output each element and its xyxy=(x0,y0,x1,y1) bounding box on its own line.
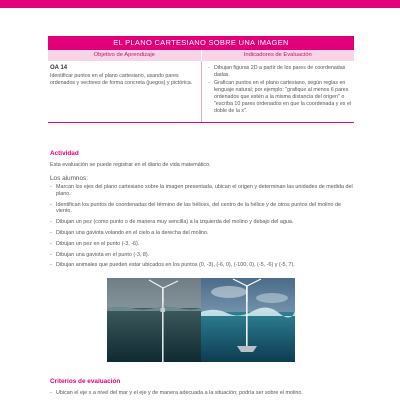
criteria-title: Criterios de evaluación xyxy=(50,378,121,385)
turbine-image-left xyxy=(107,278,201,362)
wind-turbine-images xyxy=(107,278,295,362)
col-header-indicators: Indicadores de Evaluación xyxy=(201,50,355,61)
evaluation-header-table xyxy=(48,36,354,123)
list-item: - Dibujan un pez en el punto (-3, -6). xyxy=(50,241,355,248)
col-header-objective: Objetivo de Aprendizaje xyxy=(48,50,201,61)
turbine-image-right xyxy=(201,278,295,362)
activity-intro: Esta evaluación se puede registrar en el diario de vida matemático. xyxy=(50,162,211,168)
students-label: Los alumnos: xyxy=(50,175,89,182)
objective-text: Identificar puntos en el plano cartesiano, usando pares ordenados y vectores de forma concreta (juegos) y pictórica. xyxy=(50,73,193,86)
list-item: - Dibujan animales que pueden estar ubicados en los puntos (0, -3), (-6, 0), (-100, 0), (-5, -6) y (-5, 7). xyxy=(50,262,355,269)
list-item: - Identifican los puntos de coordenadas del término de las hélices, del centro de la hélice y de otros puntos del molino de viento. xyxy=(50,202,355,216)
list-item: - Dibujan una gaviota en el punto (-3, 8). xyxy=(50,252,355,259)
objective-code: OA 14 xyxy=(50,65,68,71)
list-item: - Dibujan una gaviota volando en el cielo a la derecha del molino. xyxy=(50,230,355,237)
indicator-item: - Dibujan figuras 2D a partir de los pares de coordenadas dadas. xyxy=(208,65,352,79)
page-title: EL PLANO CARTESIANO SOBRE UNA IMAGEN xyxy=(48,36,354,50)
list-item: - Dibujan un pez (como punto o de manera muy sencilla) a la izquierda del molino y debajo del agua. xyxy=(50,219,355,226)
list-item: - Marcan los ejes del plano cartesiano sobre la imagen presentada, ubican el origen y determinan las unidades de medida del plano. xyxy=(50,184,355,198)
indicator-item: - Grafican puntos en el plano cartesiano, según reglas en lenguaje natural; por ejemplo: "grafique al menos 6 pares ordenados que estén a la misma distancia del origen" o "escriba 10 pares ordenados en que la coordenada y es el doble de la x". xyxy=(208,80,352,115)
table-body-row xyxy=(48,61,354,123)
list-item: - Ubican el eje x a nivel del mar y el eje y de manera adecuada a la situación; podría ser sobre el molino. xyxy=(50,390,355,397)
activity-list xyxy=(50,184,355,273)
objective-cell xyxy=(48,61,201,122)
column-headers xyxy=(48,50,354,61)
criteria-list xyxy=(50,390,355,401)
indicators-cell xyxy=(201,61,354,122)
top-accent-bar xyxy=(0,0,400,8)
activity-title: Actividad xyxy=(50,150,79,157)
